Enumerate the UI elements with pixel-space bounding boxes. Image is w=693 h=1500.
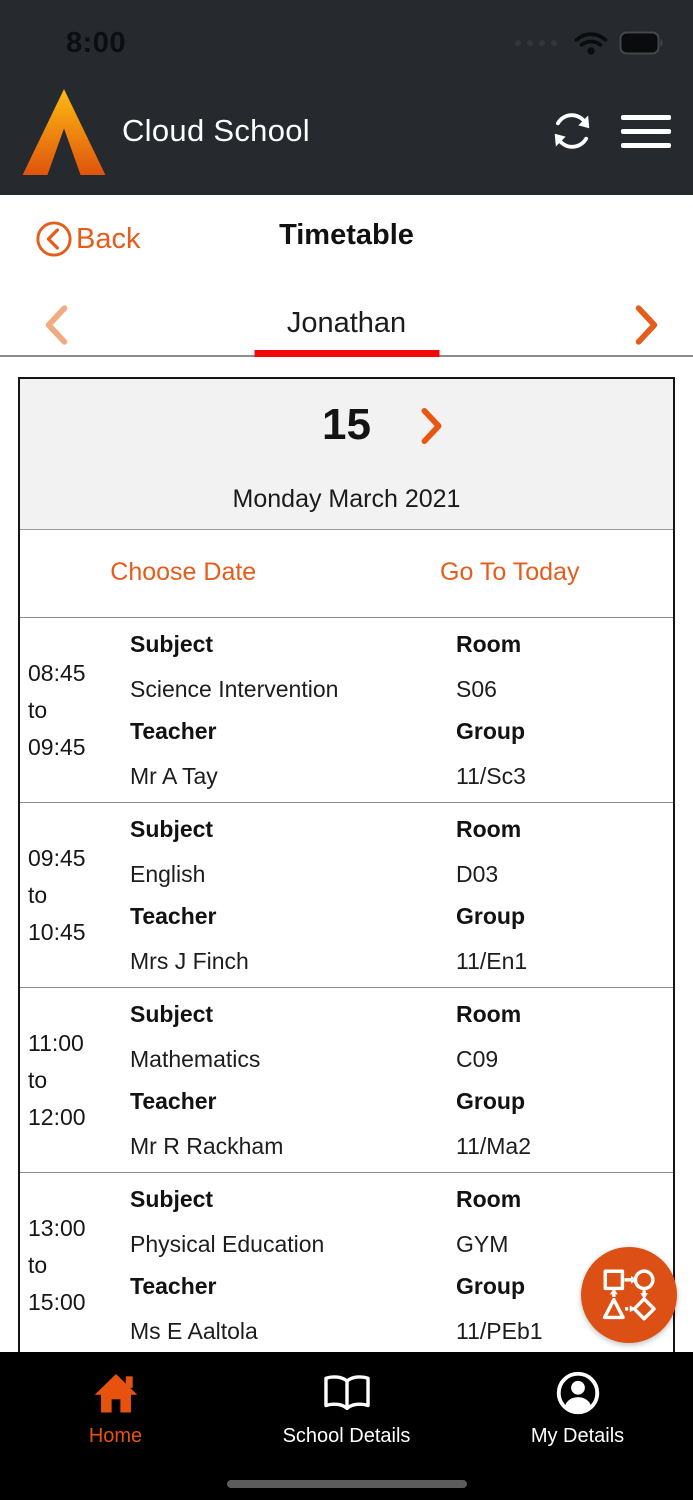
flowchart-fab-button[interactable] [581, 1247, 677, 1343]
group-value: 11/Sc3 [456, 762, 526, 789]
next-day-chevron-icon [419, 407, 445, 445]
cloud-school-logo [22, 87, 106, 175]
tab-school-details[interactable] [231, 1352, 462, 1500]
subject-value: Science Intervention [130, 675, 339, 702]
status-time: 8:00 [66, 26, 127, 59]
date-header [20, 379, 673, 530]
subject-value: Mathematics [130, 1045, 261, 1072]
room-value: GYM [456, 1230, 509, 1257]
lesson-time: 09:45 to 10:45 [28, 844, 86, 945]
lesson-time: 08:45 to 09:45 [28, 659, 86, 760]
lesson-row [20, 802, 673, 987]
home-indicator[interactable] [227, 1480, 467, 1488]
chevron-left-icon [42, 304, 70, 346]
group-label: Group [456, 1087, 525, 1114]
lesson-time: 11:00 to 12:00 [28, 1029, 86, 1130]
chevron-right-icon [633, 304, 661, 346]
teacher-label: Teacher [130, 1272, 217, 1299]
teacher-value: Ms E Aaltola [130, 1317, 258, 1344]
group-label: Group [456, 902, 525, 929]
tab-home-label: Home [88, 1425, 143, 1447]
teacher-label: Teacher [130, 717, 217, 744]
subject-value: English [130, 860, 206, 887]
lesson-row [20, 987, 673, 1172]
room-value: S06 [456, 675, 497, 702]
group-label: Group [456, 1272, 525, 1299]
app-bar [0, 72, 693, 190]
day-number: 15 [322, 400, 371, 449]
go-to-today-button[interactable]: Go To Today [347, 558, 674, 587]
hamburger-menu-icon [621, 115, 671, 120]
room-value: D03 [456, 860, 499, 887]
subject-value: Physical Education [130, 1230, 325, 1257]
tab-my-details[interactable] [462, 1352, 693, 1500]
subject-label: Subject [130, 1000, 214, 1027]
refresh-icon [547, 106, 597, 156]
subject-label: Subject [130, 815, 214, 842]
status-bar [0, 0, 693, 72]
app-title: Cloud School [122, 113, 310, 148]
lesson-row [20, 617, 673, 802]
date-actions-row [20, 530, 673, 617]
group-value: 11/Ma2 [456, 1132, 532, 1159]
open-book-icon [322, 1373, 372, 1413]
previous-student-button[interactable] [42, 304, 70, 346]
back-button[interactable] [34, 219, 140, 259]
home-icon [93, 1372, 139, 1414]
tab-home[interactable] [0, 1352, 231, 1500]
date-label: Monday March 2021 [232, 485, 461, 513]
teacher-value: Mr R Rackham [130, 1132, 284, 1159]
back-label: Back [76, 222, 141, 255]
room-label: Room [456, 630, 522, 657]
active-student-underline [254, 350, 439, 357]
next-day-button[interactable] [419, 407, 445, 445]
tab-school-details-label: School Details [282, 1425, 411, 1447]
tab-bar [0, 1352, 693, 1500]
top-header [0, 0, 693, 195]
subject-label: Subject [130, 1185, 214, 1212]
sub-header [0, 195, 693, 290]
tab-my-details-label: My Details [530, 1425, 625, 1447]
lesson-row [20, 1172, 673, 1357]
room-label: Room [456, 815, 522, 842]
back-circle-chevron-icon [34, 219, 74, 259]
teacher-label: Teacher [130, 902, 217, 929]
refresh-button[interactable] [547, 106, 597, 156]
student-switcher [0, 290, 693, 357]
teacher-value: Mrs J Finch [130, 947, 249, 974]
signal-dots-icon [515, 40, 557, 46]
subject-label: Subject [130, 630, 214, 657]
person-circle-icon [556, 1371, 600, 1415]
room-label: Room [456, 1000, 522, 1027]
flowchart-shapes-icon [600, 1266, 658, 1324]
teacher-value: Mr A Tay [130, 762, 218, 789]
student-name: Jonathan [286, 307, 407, 339]
room-value: C09 [456, 1045, 499, 1072]
group-label: Group [456, 717, 525, 744]
room-label: Room [456, 1185, 522, 1212]
hamburger-menu-button[interactable] [621, 115, 671, 148]
timetable-card [18, 377, 675, 1359]
choose-date-button[interactable]: Choose Date [20, 558, 347, 587]
next-student-button[interactable] [633, 304, 661, 346]
battery-icon [619, 31, 665, 55]
wifi-icon [574, 30, 608, 56]
group-value: 11/En1 [456, 947, 528, 974]
page-title: Timetable [279, 219, 414, 251]
group-value: 11/PEb1 [456, 1317, 543, 1344]
lesson-time: 13:00 to 15:00 [28, 1214, 86, 1315]
teacher-label: Teacher [130, 1087, 217, 1114]
